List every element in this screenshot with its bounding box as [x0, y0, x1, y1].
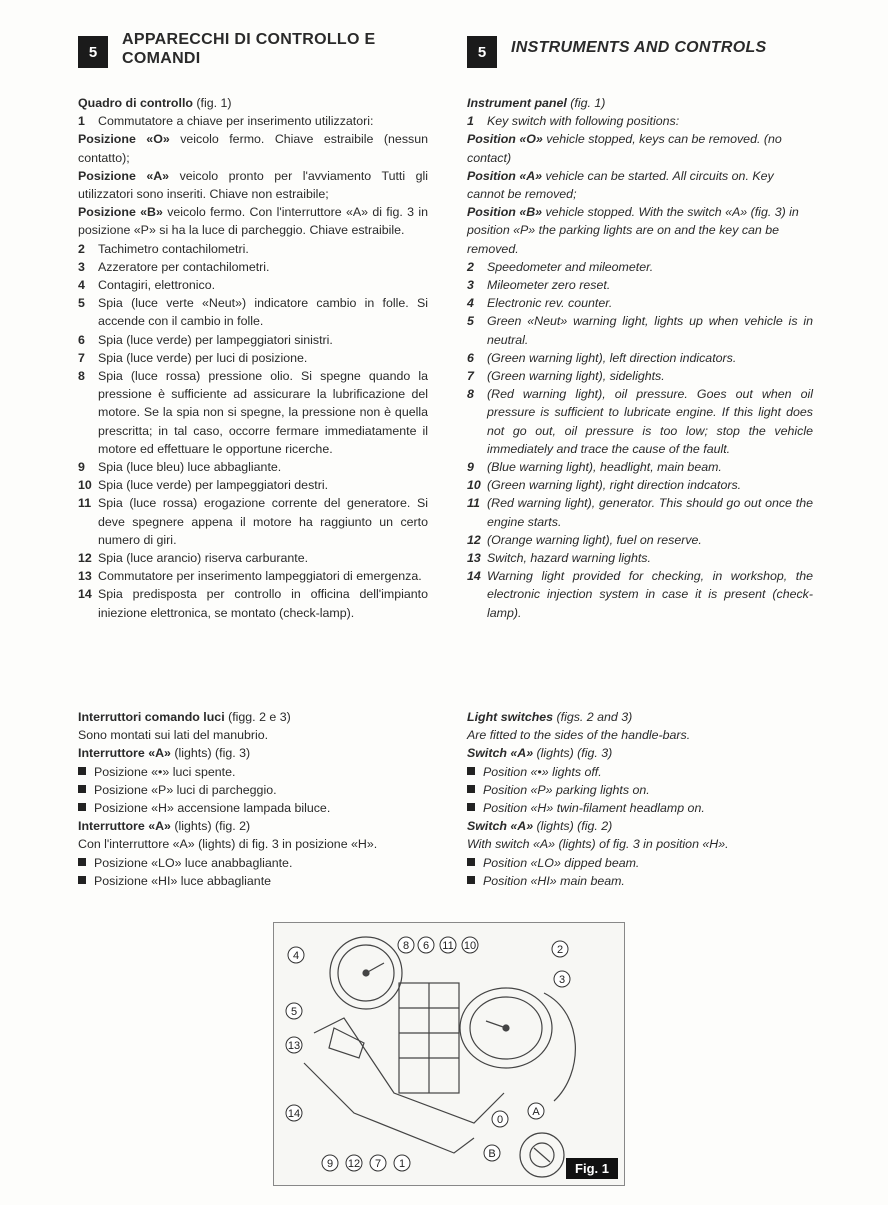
- list-item: 11 (Red warning light), generator. This should go out once the engine starts.: [467, 496, 813, 529]
- svg-text:6: 6: [422, 940, 430, 952]
- position-item: Position «•» lights off.: [467, 763, 813, 781]
- panel-heading: Quadro di controllo (fig. 1): [78, 96, 232, 110]
- light-switches-it: Interruttori comando luci (figg. 2 e 3) Sono montati sui lati del manubrio. Interruttore «A» (lights) (fig. 3) Posizione «•» luci spente. Posizione «P» luci di parcheggio. Posizione «H» accensione lampada biluce. Interruttore «A» (lights) (fig. 2) Con l'interruttore «A» (lights) di fig. 3 in posizione «H». Posizione «LO» luce anabbagliante. Posizione «HI» luce abbagliante: [78, 708, 428, 890]
- svg-text:8: 8: [402, 940, 410, 952]
- list-item: 6 (Green warning light), left direction indicators.: [467, 350, 737, 365]
- position-item: Posizione «LO» luce anabbagliante.: [78, 854, 428, 872]
- svg-text:5: 5: [290, 1006, 298, 1018]
- bullet-square-icon: [78, 858, 86, 866]
- instrument-panel-drawing: [274, 923, 624, 1185]
- list-item: 14 Warning light provided for checking, in workshop, the electronic injection system in case it is present (check-lamp).: [467, 569, 813, 620]
- svg-text:4: 4: [292, 950, 300, 962]
- bullet-square-icon: [78, 785, 86, 793]
- bullet-square-icon: [467, 767, 475, 775]
- bullet-square-icon: [467, 876, 475, 884]
- list-item: 3 Azzeratore per contachilometri.: [78, 259, 270, 274]
- section-number-badge: 5: [467, 36, 497, 68]
- callout-7: [370, 1155, 386, 1171]
- position-item: Position «H» twin-filament headlamp on.: [467, 799, 813, 817]
- svg-text:A: A: [532, 1106, 540, 1118]
- position-o-desc: Posizione «O» veicolo fermo. Chiave estraibile (nessun contatto);: [78, 132, 428, 165]
- position-item: Posizione «H» accensione lampada biluce.: [78, 799, 428, 817]
- svg-text:2: 2: [556, 944, 564, 956]
- callout-3: [554, 971, 570, 987]
- list-item: 13 Commutatore per inserimento lampeggiatori di emergenza.: [78, 569, 422, 584]
- list-item: 12 Spia (luce arancio) riserva carburante.: [78, 551, 309, 566]
- svg-text:11: 11: [442, 940, 454, 952]
- list-item: 14 Spia predisposta per controllo in officina dell'impianto iniezione elettronica, se montato (check-lamp).: [78, 587, 428, 620]
- section-title: INSTRUMENTS AND CONTROLS: [511, 39, 767, 56]
- item-list: [78, 240, 428, 622]
- list-item: 5 Green «Neut» warning light, lights up when vehicle is in neutral.: [467, 314, 813, 347]
- svg-text:3: 3: [558, 974, 566, 986]
- position-o-desc: Position «O» vehicle stopped, keys can be removed. (no contact): [467, 132, 782, 165]
- svg-text:13: 13: [287, 1040, 301, 1052]
- position-item: Position «HI» main beam.: [467, 872, 813, 890]
- light-switches-en: Light switches (figs. 2 and 3) Are fitted to the sides of the handle-bars. Switch «A» (lights) (fig. 3) Position «•» lights off. Position «P» parking lights on. Position «H» twin-filament headlamp on. Switch «A» (lights) (fig. 2) With switch «A» (lights) of fig. 3 in position «H». Position «LO» dipped beam. Position «HI» main beam.: [467, 708, 813, 890]
- callout-12: [346, 1155, 362, 1171]
- bullet-square-icon: [467, 785, 475, 793]
- list-item: 8 (Red warning light), oil pressure. Goes out when oil pressure is sufficient to lubricate engine. If this light does not go out, oil pressure is too low; stop the vehicle immediately and trace the cause of the fault.: [467, 387, 813, 456]
- english-column: [467, 30, 813, 622]
- list-item: 7 (Green warning light), sidelights.: [467, 369, 665, 384]
- list-item: 11 Spia (luce rossa) erogazione corrente del generatore. Si deve spegnere appena il motore ha raggiunto un certo numero di giri.: [78, 496, 428, 547]
- callout-13: [286, 1037, 302, 1053]
- callout-0: [492, 1111, 508, 1127]
- callout-2: [552, 941, 568, 957]
- list-item: 9 (Blue warning light), headlight, main beam.: [467, 460, 722, 475]
- list-item: 9 Spia (luce bleu) luce abbagliante.: [78, 460, 282, 475]
- callout-1: [394, 1155, 410, 1171]
- fig2-position-list: [78, 854, 428, 890]
- callout-10: [462, 937, 478, 953]
- panel-heading: Instrument panel (fig. 1): [467, 96, 606, 110]
- svg-text:7: 7: [374, 1158, 382, 1170]
- callout-5: [286, 1003, 302, 1019]
- callout-11: [440, 937, 456, 953]
- bullet-square-icon: [78, 876, 86, 884]
- position-item: Position «P» parking lights on.: [467, 781, 813, 799]
- figure-label: Fig. 1: [566, 1158, 618, 1179]
- position-b-desc: Position «B» vehicle stopped. With the switch «A» (fig. 3) in position «P» the parking lights are on and the key can be removed.: [467, 205, 799, 256]
- svg-text:1: 1: [398, 1158, 406, 1170]
- svg-text:10: 10: [463, 940, 477, 952]
- position-a-desc: Position «A» vehicle can be started. All circuits on. Key cannot be removed;: [467, 168, 774, 202]
- list-item: 7 Spia (luce verde) per luci di posizione.: [78, 350, 308, 365]
- position-a-desc: Posizione «A» veicolo pronto per l'avviamento Tutti gli utilizzatori sono inseriti. Chiave non estraibile;: [78, 168, 428, 202]
- fig3-position-list: [78, 763, 428, 818]
- list-item: 4 Electronic rev. counter.: [467, 296, 613, 311]
- callout-8: [398, 937, 414, 953]
- svg-text:B: B: [488, 1148, 496, 1160]
- fig2-position-list: [467, 854, 813, 890]
- list-item: 12 (Orange warning light), fuel on reserve.: [467, 532, 702, 547]
- bullet-square-icon: [78, 767, 86, 775]
- fig3-position-list: [467, 763, 813, 818]
- bullet-square-icon: [467, 858, 475, 866]
- section-title: APPARECCHI DI CONTROLLO E COMANDI: [122, 31, 376, 67]
- italian-column: [78, 30, 428, 622]
- list-item: 8 Spia (luce rossa) pressione olio. Si spegne quando la pressione è sufficiente ad assicurare la lubrificazione del motore. Se la spia non si spegne, la pressione non è quella prescritta; in tal caso, occorre fermare immediatamente il motore ed effettuare le opportune ricerche.: [78, 369, 428, 456]
- section-number-badge: 5: [78, 36, 108, 68]
- list-item: 10 (Green warning light), right direction indcators.: [467, 478, 742, 493]
- callout-A: [528, 1103, 544, 1119]
- instrument-panel-figure: [273, 922, 625, 1186]
- list-item: 13 Switch, hazard warning lights.: [467, 551, 651, 566]
- list-item: 1 Commutatore a chiave per inserimento utilizzatori:: [78, 114, 374, 129]
- bullet-square-icon: [467, 803, 475, 811]
- bullet-square-icon: [78, 803, 86, 811]
- list-item: 2 Speedometer and mileometer.: [467, 259, 654, 274]
- svg-text:9: 9: [326, 1158, 334, 1170]
- svg-text:0: 0: [496, 1114, 504, 1126]
- position-item: Posizione «HI» luce abbagliante: [78, 872, 428, 890]
- position-item: Position «LO» dipped beam.: [467, 854, 813, 872]
- position-b-desc: Posizione «B» veicolo fermo. Con l'interruttore «A» di fig. 3 in posizione «P» si ha la luce di parcheggio. Chiave estraibile.: [78, 205, 428, 238]
- list-item: 4 Contagiri, elettronico.: [78, 278, 216, 293]
- list-item: 10 Spia (luce verde) per lampeggiatori destri.: [78, 478, 329, 493]
- section-header-en: [467, 30, 813, 94]
- svg-text:14: 14: [287, 1108, 301, 1120]
- position-item: Posizione «•» luci spente.: [78, 763, 428, 781]
- list-item: 6 Spia (luce verde) per lampeggiatori sinistri.: [78, 332, 333, 347]
- callout-4: [288, 947, 304, 963]
- list-item: 2 Tachimetro contachilometri.: [78, 241, 249, 256]
- list-item: 5 Spia (luce verte «Neut») indicatore cambio in folle. Si accende con il cambio in folle.: [78, 296, 428, 329]
- callout-6: [418, 937, 434, 953]
- callout-9: [322, 1155, 338, 1171]
- position-item: Posizione «P» luci di parcheggio.: [78, 781, 428, 799]
- callout-B: [484, 1145, 500, 1161]
- section-header-it: [78, 30, 428, 94]
- list-item: 1 Key switch with following positions:: [467, 114, 680, 129]
- list-item: 3 Mileometer zero reset.: [467, 278, 611, 293]
- callout-14: [286, 1105, 302, 1121]
- item-list: [467, 258, 813, 622]
- svg-text:12: 12: [347, 1158, 361, 1170]
